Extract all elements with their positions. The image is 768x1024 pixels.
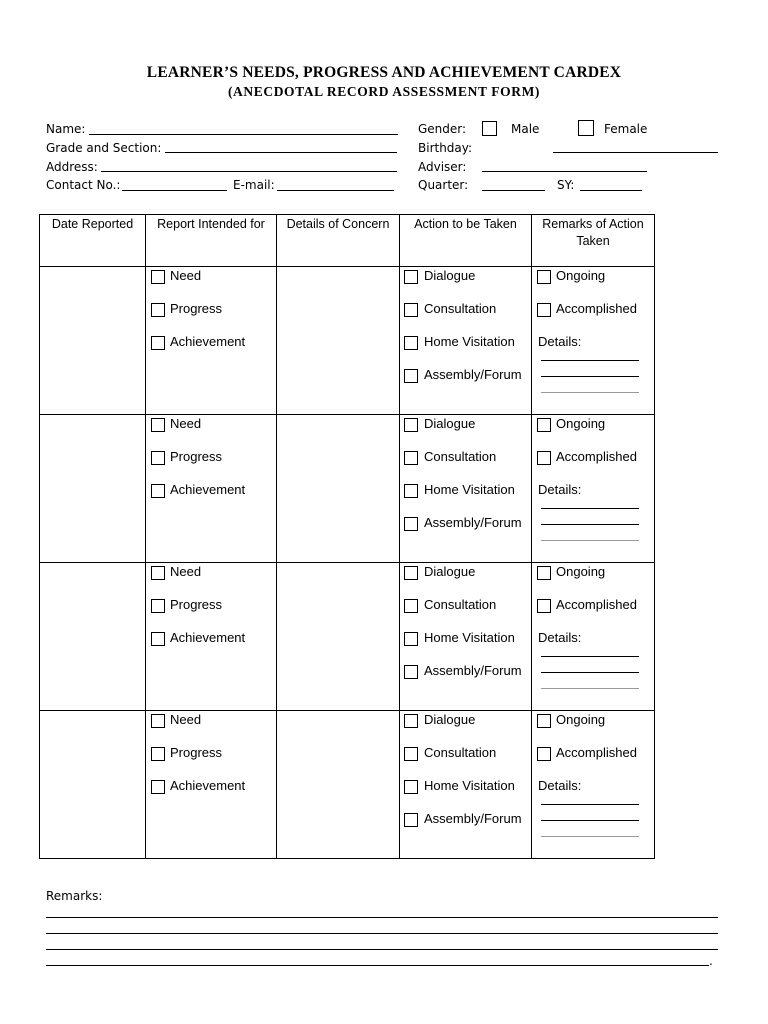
progress-label: Progress xyxy=(170,301,223,316)
table-row xyxy=(40,415,655,563)
home-visitation-checkbox[interactable] xyxy=(404,484,418,498)
sy-label: SY: xyxy=(557,178,575,192)
achievement-checkbox[interactable] xyxy=(151,336,165,350)
details-concern-cell[interactable] xyxy=(277,711,400,859)
details-label: Details: xyxy=(538,334,582,349)
assembly-forum-checkbox[interactable] xyxy=(404,813,418,827)
header-action: Action to be Taken xyxy=(400,215,532,267)
remarks-end-period: . xyxy=(709,954,713,968)
remarks-label: Remarks: xyxy=(46,889,103,903)
accomplished-checkbox[interactable] xyxy=(537,303,551,317)
table-row xyxy=(40,563,655,711)
need-checkbox[interactable] xyxy=(151,270,165,284)
achievement-label: Achievement xyxy=(170,778,246,793)
remarks-action-cell xyxy=(532,267,655,415)
consultation-checkbox[interactable] xyxy=(404,451,418,465)
header-date-reported: Date Reported xyxy=(40,215,146,267)
name-field[interactable] xyxy=(89,134,398,135)
achievement-label: Achievement xyxy=(170,482,246,497)
accomplished-label: Accomplished xyxy=(556,449,637,464)
consultation-label: Consultation xyxy=(424,301,497,316)
accomplished-checkbox[interactable] xyxy=(537,747,551,761)
birthday-field[interactable] xyxy=(553,152,718,153)
remarks-action-cell xyxy=(532,415,655,563)
home-visitation-checkbox[interactable] xyxy=(404,632,418,646)
address-label: Address: xyxy=(46,160,98,174)
assembly-forum-label: Assembly/Forum xyxy=(424,663,522,678)
contact-field[interactable] xyxy=(122,190,227,191)
details-line[interactable] xyxy=(541,540,639,541)
details-label: Details: xyxy=(538,630,582,645)
details-label: Details: xyxy=(538,778,582,793)
home-visitation-label: Home Visitation xyxy=(424,334,515,349)
gender-label: Gender: xyxy=(418,122,467,136)
assembly-forum-checkbox[interactable] xyxy=(404,517,418,531)
home-visitation-checkbox[interactable] xyxy=(404,336,418,350)
header-details-concern: Details of Concern xyxy=(277,215,400,267)
accomplished-label: Accomplished xyxy=(556,745,637,760)
ongoing-label: Ongoing xyxy=(556,712,606,727)
assembly-forum-checkbox[interactable] xyxy=(404,665,418,679)
report-intended-cell xyxy=(146,711,277,859)
dialogue-label: Dialogue xyxy=(424,268,476,283)
progress-checkbox[interactable] xyxy=(151,303,165,317)
ongoing-checkbox[interactable] xyxy=(537,270,551,284)
details-line[interactable] xyxy=(541,524,639,525)
sy-field[interactable] xyxy=(580,190,642,191)
consultation-checkbox[interactable] xyxy=(404,599,418,613)
assembly-forum-label: Assembly/Forum xyxy=(424,367,522,382)
assembly-forum-label: Assembly/Forum xyxy=(424,515,522,530)
details-line[interactable] xyxy=(541,656,639,657)
accomplished-checkbox[interactable] xyxy=(537,451,551,465)
adviser-label: Adviser: xyxy=(418,160,467,174)
date-reported-cell[interactable] xyxy=(40,711,146,859)
report-intended-cell xyxy=(146,267,277,415)
achievement-checkbox[interactable] xyxy=(151,780,165,794)
female-label: Female xyxy=(604,122,648,136)
consultation-label: Consultation xyxy=(424,597,497,612)
need-checkbox[interactable] xyxy=(151,418,165,432)
male-label: Male xyxy=(511,122,540,136)
quarter-label: Quarter: xyxy=(418,178,469,192)
details-label: Details: xyxy=(538,482,582,497)
progress-label: Progress xyxy=(170,597,223,612)
adviser-field[interactable] xyxy=(482,171,647,172)
remarks-line[interactable] xyxy=(46,917,718,918)
consultation-checkbox[interactable] xyxy=(404,303,418,317)
progress-checkbox[interactable] xyxy=(151,599,165,613)
header-remarks-action: Remarks of Action Taken xyxy=(532,215,655,267)
remarks-line[interactable] xyxy=(46,965,709,966)
address-field[interactable] xyxy=(101,171,397,172)
remarks-line[interactable] xyxy=(46,949,718,950)
need-label: Need xyxy=(170,268,202,283)
home-visitation-checkbox[interactable] xyxy=(404,780,418,794)
anecdotal-record-table xyxy=(39,214,655,859)
form-subtitle: (ANECDOTAL RECORD ASSESSMENT FORM) xyxy=(227,84,541,99)
details-concern-cell[interactable] xyxy=(277,563,400,711)
progress-checkbox[interactable] xyxy=(151,451,165,465)
form-title: LEARNER’S NEEDS, PROGRESS AND ACHIEVEMENT CARDEX xyxy=(146,64,622,81)
details-line[interactable] xyxy=(541,392,639,393)
quarter-field[interactable] xyxy=(482,190,545,191)
date-reported-cell[interactable] xyxy=(40,267,146,415)
table-row xyxy=(40,267,655,415)
dialogue-checkbox[interactable] xyxy=(404,714,418,728)
dialogue-label: Dialogue xyxy=(424,564,476,579)
ongoing-checkbox[interactable] xyxy=(537,566,551,580)
accomplished-label: Accomplished xyxy=(556,597,637,612)
dialogue-label: Dialogue xyxy=(424,416,476,431)
report-intended-cell xyxy=(146,415,277,563)
details-line[interactable] xyxy=(541,672,639,673)
consultation-label: Consultation xyxy=(424,449,497,464)
details-concern-cell[interactable] xyxy=(277,267,400,415)
need-checkbox[interactable] xyxy=(151,714,165,728)
consultation-checkbox[interactable] xyxy=(404,747,418,761)
assembly-forum-label: Assembly/Forum xyxy=(424,811,522,826)
header-report-intended: Report Intended for xyxy=(146,215,277,267)
male-checkbox[interactable] xyxy=(482,121,497,136)
email-label: E-mail: xyxy=(233,178,275,192)
dialogue-label: Dialogue xyxy=(424,712,476,727)
details-concern-cell[interactable] xyxy=(277,415,400,563)
details-line[interactable] xyxy=(541,360,639,361)
accomplished-checkbox[interactable] xyxy=(537,599,551,613)
details-line[interactable] xyxy=(541,508,639,509)
dialogue-checkbox[interactable] xyxy=(404,270,418,284)
achievement-checkbox[interactable] xyxy=(151,484,165,498)
table-header-row xyxy=(40,215,655,267)
remarks-action-cell xyxy=(532,563,655,711)
details-line[interactable] xyxy=(541,804,639,805)
female-checkbox[interactable] xyxy=(578,120,594,136)
achievement-label: Achievement xyxy=(170,334,246,349)
grade-section-label: Grade and Section: xyxy=(46,141,162,155)
grade-section-field[interactable] xyxy=(165,152,397,153)
ongoing-checkbox[interactable] xyxy=(537,418,551,432)
dialogue-checkbox[interactable] xyxy=(404,418,418,432)
details-line[interactable] xyxy=(541,836,639,837)
details-line[interactable] xyxy=(541,820,639,821)
name-label: Name: xyxy=(46,122,86,136)
details-line[interactable] xyxy=(541,688,639,689)
remarks-action-cell xyxy=(532,711,655,859)
achievement-checkbox[interactable] xyxy=(151,632,165,646)
progress-label: Progress xyxy=(170,449,223,464)
table-row xyxy=(40,711,655,859)
report-intended-cell xyxy=(146,563,277,711)
home-visitation-label: Home Visitation xyxy=(424,630,515,645)
dialogue-checkbox[interactable] xyxy=(404,566,418,580)
date-reported-cell[interactable] xyxy=(40,415,146,563)
assembly-forum-checkbox[interactable] xyxy=(404,369,418,383)
home-visitation-label: Home Visitation xyxy=(424,482,515,497)
need-label: Need xyxy=(170,712,202,727)
progress-label: Progress xyxy=(170,745,223,760)
ongoing-label: Ongoing xyxy=(556,416,606,431)
consultation-label: Consultation xyxy=(424,745,497,760)
action-cell xyxy=(400,711,532,859)
action-cell xyxy=(400,563,532,711)
ongoing-label: Ongoing xyxy=(556,564,606,579)
email-field[interactable] xyxy=(277,190,394,191)
progress-checkbox[interactable] xyxy=(151,747,165,761)
contact-label: Contact No.: xyxy=(46,178,121,192)
birthday-label: Birthday: xyxy=(418,141,473,155)
ongoing-checkbox[interactable] xyxy=(537,714,551,728)
action-cell xyxy=(400,267,532,415)
need-label: Need xyxy=(170,416,202,431)
need-checkbox[interactable] xyxy=(151,566,165,580)
details-line[interactable] xyxy=(541,376,639,377)
remarks-line[interactable] xyxy=(46,933,718,934)
action-cell xyxy=(400,415,532,563)
need-label: Need xyxy=(170,564,202,579)
accomplished-label: Accomplished xyxy=(556,301,637,316)
home-visitation-label: Home Visitation xyxy=(424,778,515,793)
date-reported-cell[interactable] xyxy=(40,563,146,711)
achievement-label: Achievement xyxy=(170,630,246,645)
ongoing-label: Ongoing xyxy=(556,268,606,283)
